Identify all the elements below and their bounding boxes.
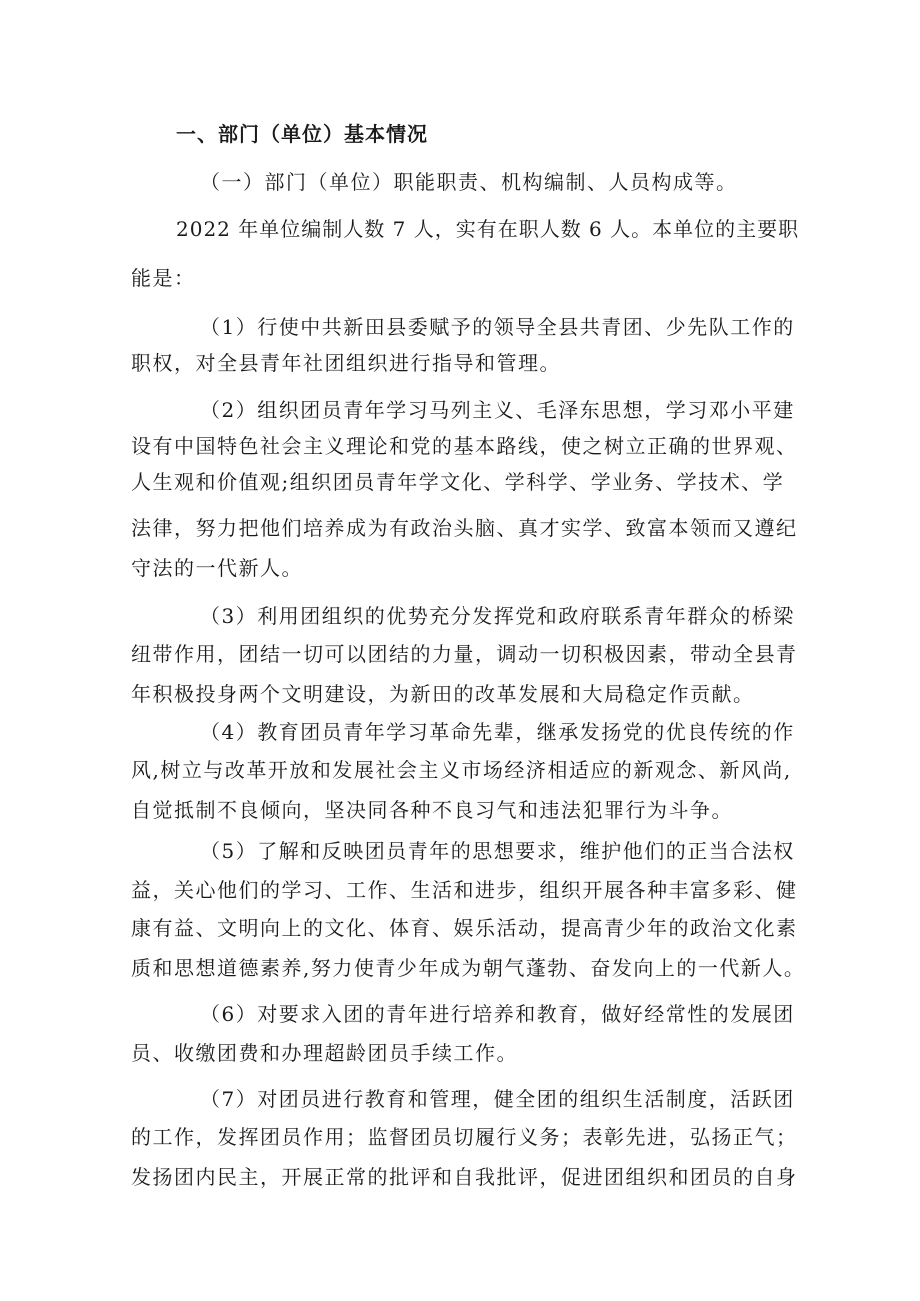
item-1-line: （1）行使中共新田县委赋予的领导全县共青团、少先队工作的 — [200, 315, 795, 339]
item-2-line: 法律，努力把他们培养成为有政治头脑、真才实学、致富本领而又遵纪 — [131, 516, 798, 540]
section-heading: 一、部门（单位）基本情况 — [176, 122, 428, 146]
subsection-heading: （一）部门（单位）职能职责、机构编制、人员构成等。 — [200, 170, 738, 194]
item-5-line: 益，关心他们的学习、工作、生活和进步，组织开展各种丰富多彩、健 — [131, 878, 798, 902]
item-2-line: 设有中国特色社会主义理论和党的基本路线，使之树立正确的世界观、 — [131, 434, 798, 458]
item-2-line: 守法的一代新人。 — [131, 556, 303, 580]
item-6-line: （6）对要求入团的青年进行培养和教育，做好经常性的发展团 — [200, 1002, 795, 1026]
item-5-line: （5）了解和反映团员青年的思想要求，维护他们的正当合法权 — [200, 839, 795, 863]
item-6-line: 员、收缴团费和办理超龄团员手续工作。 — [131, 1041, 518, 1065]
item-2-line: （2）组织团员青年学习马列主义、毛泽东思想，学习邓小平建 — [200, 398, 795, 422]
item-5-line: 康有益、文明向上的文化、体育、娱乐活动，提高青少年的政治文化素 — [131, 916, 798, 940]
intro-line: 能是： — [131, 266, 196, 290]
intro-line: 2022 年单位编制人数 7 人，实有在职人数 6 人。本单位的主要职 — [176, 217, 800, 241]
item-7-line: 发扬团内民主，开展正常的批评和自我批评，促进团组织和团员的自身 — [131, 1165, 798, 1189]
item-7-line: （7）对团员进行教育和管理，健全团的组织生活制度，活跃团 — [200, 1087, 795, 1111]
item-3-line: 纽带作用，团结一切可以团结的力量，调动一切积极因素，带动全县青 — [131, 642, 798, 666]
item-4-line: （4）教育团员青年学习革命先辈，继承发扬党的优良传统的作 — [200, 720, 795, 744]
item-4-line: 风,树立与改革开放和发展社会主义市场经济相适应的新观念、新风尚, — [131, 758, 792, 782]
item-7-line: 的工作，发挥团员作用；监督团员切履行义务；表彰先进，弘扬正气； — [131, 1125, 798, 1149]
item-3-line: 年积极投身两个文明建设，为新田的改革发展和大局稳定作贡献。 — [131, 682, 755, 706]
item-1-line: 职权，对全县青年社团组织进行指导和管理。 — [131, 351, 561, 375]
item-3-line: （3）利用团组织的优势充分发挥党和政府联系青年群众的桥梁 — [200, 604, 795, 628]
item-5-line: 质和思想道德素养,努力使青少年成为朝气蓬勃、奋发向上的一代新人。 — [131, 956, 806, 980]
item-2-line: 人生观和价值观;组织团员青年学文化、学科学、学业务、学技术、学 — [131, 470, 785, 494]
item-4-line: 自觉抵制不良倾向，坚决同各种不良习气和违法犯罪行为斗争。 — [131, 798, 733, 822]
